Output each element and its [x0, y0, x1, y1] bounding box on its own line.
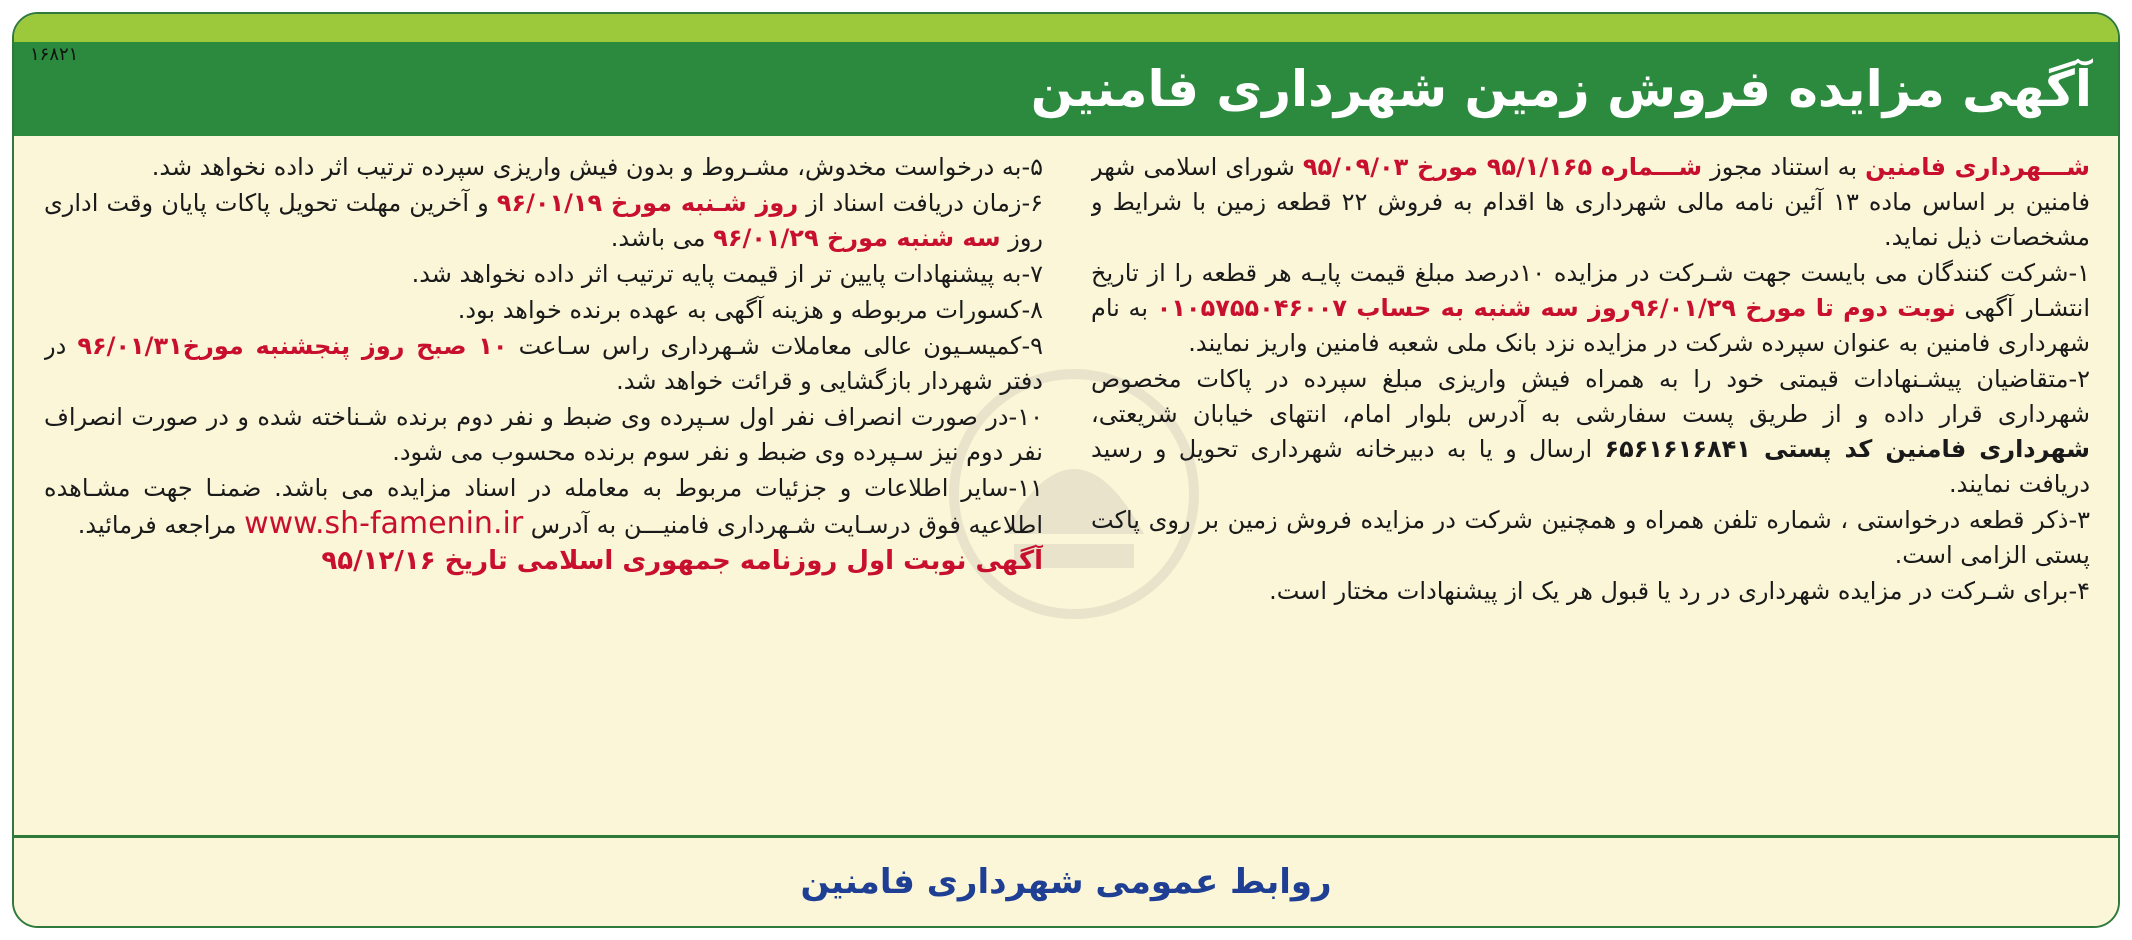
- text-run: ۱-شرکت کنندگان می بایست جهت شـرکت در مزایده ۱۰درصد مبلغ قیمت پایـه هر قطعه را از تاریخ انتشـار آگهی: [1091, 259, 2090, 322]
- clause-1: [1091, 256, 2090, 361]
- text-run: سه شنبه مورخ ۹۶/۰۱/۲۹: [713, 224, 1001, 252]
- ad-title: آگهی مزایده فروش زمین شهرداری فامنین: [1030, 60, 2092, 118]
- clause-11: [44, 471, 1043, 543]
- ad-number: ۱۶۸۲۱: [30, 44, 79, 65]
- publication-note: آگهی نوبت اول روزنامه جمهوری اسلامی تاریخ ۹۵/۱۲/۱۶: [321, 546, 1043, 576]
- clause-3: [1091, 503, 2090, 573]
- text-run: ۱۰ صبح روز پنجشنبه مورخ۹۶/۰۱/۳۱: [77, 332, 508, 360]
- text-run: به نام شهرداری فامنین به عنوان سپرده شرکت در مزایده نزد بانک ملی شعبه فامنین واریز نمایند.: [1091, 294, 2090, 357]
- text-run: شورای اسلامی شهر فامنین بر اساس ماده ۱۳ آئین نامه مالی شهرداری ها اقدام به فروش ۲۲ قطعه زمین با شرایط و مشخصات ذیل نماید.: [1091, 153, 2090, 251]
- text-run: روز شـنبه مورخ ۹۶/۰۱/۱۹: [496, 189, 799, 217]
- ad-frame: [12, 12, 2120, 928]
- clause-5: [44, 150, 1043, 185]
- text-run: و آخرین مهلت تحویل پاکات پایان وقت اداری روز: [44, 189, 1043, 252]
- text-run: شهرداری فامنین کد پستی ۶۵۶۱۶۱۶۸۴۱: [1604, 435, 2090, 463]
- clause-4: [1091, 574, 2090, 609]
- footer-signature: روابط عمومی شهرداری فامنین: [800, 862, 1332, 902]
- text-run: در دفتر شهردار بازگشایی و قرائت خواهد شد.: [44, 332, 1043, 395]
- text-run: ۳-ذکر قطعه درخواستی ، شماره تلفن همراه و همچنین شرکت در مزایده فروش زمین بر روی پاکت پستی الزامی است.: [1091, 506, 2090, 569]
- text-run: مراجعه فرمائید.: [77, 511, 245, 539]
- left-column: [44, 150, 1043, 840]
- text-run: ۹-کمیسـیون عالی معاملات شـهرداری راس سـاعت: [507, 332, 1043, 360]
- text-run: ۶-زمان دریافت اسناد از: [798, 189, 1043, 217]
- text-run: ۸-کسورات مربوطه و هزینه آگهی به عهده برنده خواهد بود.: [457, 296, 1043, 324]
- right-column: [1091, 150, 2090, 840]
- clause-6: [44, 186, 1043, 256]
- text-run: ۱۱-سایر اطلاعات و جزئیات مربوط به معامله در اسناد مزایده می باشد. ضمنـا جهت مشـاهده اطلاعیه فوق درسـایت شـهرداری فامنیـــن به آدرس: [44, 474, 1043, 539]
- text-run: ارسال و یا به دبیرخانه شهرداری تحویل و رسید دریافت نمایند.: [1091, 435, 2090, 498]
- body-text: [44, 150, 2090, 840]
- text-run: می باشد.: [610, 224, 714, 252]
- clause-7: [44, 257, 1043, 292]
- text-run: ۲-متقاضیان پیشـنهادات قیمتی خود را به همراه فیش واریزی مبلغ سپرده در پاکات مخصوص شهرداری قرار داده و از طریق پست سفارشی به آدرس بلوار امام، انتهای خیابان شریعتی،: [1091, 365, 2090, 428]
- text-run: ۷-به پیشنهادات پایین تر از قیمت پایه ترتیب اثر داده نخواهد شد.: [411, 260, 1043, 288]
- text-run: ۱۰-در صورت انصراف نفر اول سـپرده وی ضبط و نفر دوم برنده شـناخته شده و در صورت انصراف نفر دوم نیز سـپرده وی ضبط و نفر سوم برنده محسوب می شود.: [44, 403, 1043, 466]
- text-run: به استناد مجوز: [1702, 153, 1866, 181]
- clause-2: [1091, 362, 2090, 502]
- intro-paragraph: [1091, 150, 2090, 255]
- header-band: [14, 42, 2118, 136]
- text-run: شـــماره ۹۵/۱/۱۶۵ مورخ ۹۵/۰۹/۰۳: [1302, 153, 1703, 181]
- clause-8: [44, 293, 1043, 328]
- top-strip: [14, 14, 2118, 42]
- text-run: نوبت دوم تا مورخ ۹۶/۰۱/۲۹روز سه شنبه به حساب ۰۱۰۵۷۵۵۰۴۶۰۰۷: [1156, 294, 1956, 322]
- clause-10: [44, 400, 1043, 470]
- footer-bar: [14, 835, 2118, 926]
- text-run: ۴-برای شـرکت در مزایده شهرداری در رد یا قبول هر یک از پیشنهادات مختار است.: [1269, 577, 2090, 605]
- clause-9: [44, 329, 1043, 399]
- text-run: شـــهرداری فامنین: [1865, 153, 2090, 181]
- text-run: ۵-به درخواست مخدوش، مشـروط و بدون فیش واریزی سپرده ترتیب اثر داده نخواهد شد.: [151, 153, 1043, 181]
- website-url-link[interactable]: www.sh-famenin.ir: [244, 506, 524, 541]
